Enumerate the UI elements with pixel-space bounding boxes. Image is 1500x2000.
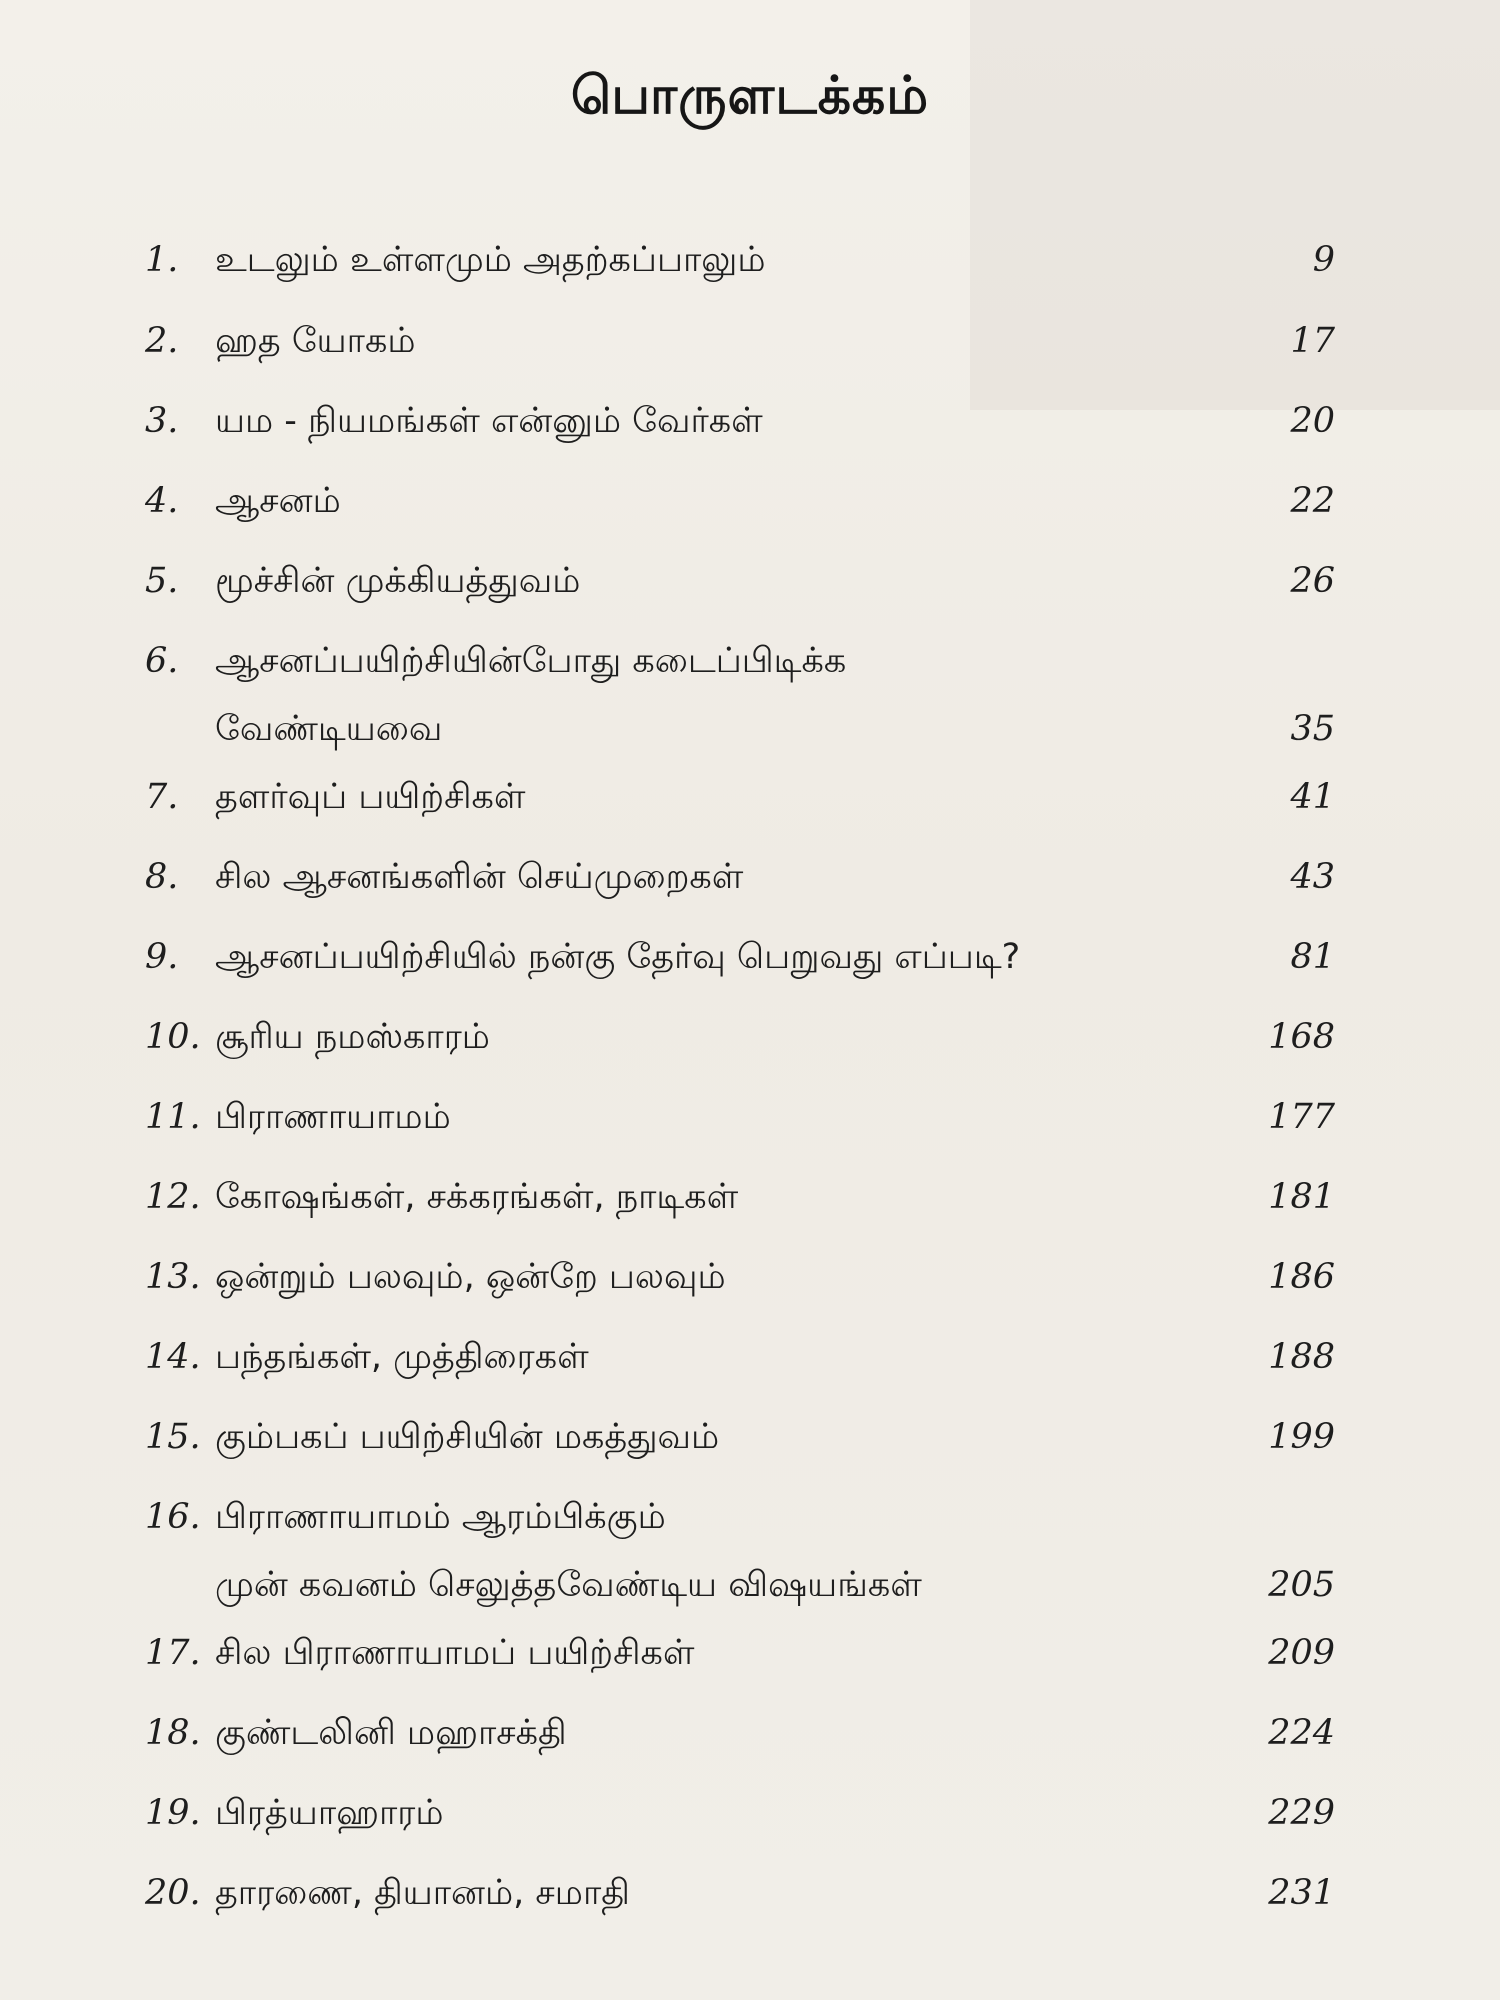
entry-number: 11. xyxy=(145,1097,201,1137)
entry-number: 12. xyxy=(145,1177,201,1217)
entry-title: கும்பகப் பயிற்சியின் மகத்துவம் xyxy=(215,1417,720,1457)
entry-page-number: 20 xyxy=(1290,401,1335,441)
entry-page-number: 9 xyxy=(1312,240,1335,280)
entry-title-continuation: வேண்டியவை xyxy=(215,709,443,749)
page-title: பொருளடக்கம் xyxy=(570,66,930,126)
entry-number: 19. xyxy=(145,1793,201,1833)
entry-page-number: 17 xyxy=(1290,321,1335,361)
entry-title: குண்டலினி மஹாசக்தி xyxy=(215,1713,567,1753)
entry-page-number: 205 xyxy=(1268,1565,1335,1605)
entry-title: ஆசனப்பயிற்சியில் நன்கு தேர்வு பெறுவது எப்படி? xyxy=(215,937,1021,977)
entry-number: 14. xyxy=(145,1337,201,1377)
entry-page-number: 22 xyxy=(1290,481,1335,521)
entry-number: 8. xyxy=(145,857,179,897)
entry-number: 15. xyxy=(145,1417,201,1457)
entry-page-number: 81 xyxy=(1290,937,1335,977)
entry-number: 3. xyxy=(145,401,179,441)
entry-page-number: 168 xyxy=(1268,1017,1335,1057)
entry-title: சில ஆசனங்களின் செய்முறைகள் xyxy=(215,857,744,897)
entry-page-number: 177 xyxy=(1268,1097,1335,1137)
entry-title: தளர்வுப் பயிற்சிகள் xyxy=(215,777,526,817)
entry-title: யம - நியமங்கள் என்னும் வேர்கள் xyxy=(215,401,763,441)
entry-page-number: 231 xyxy=(1268,1873,1335,1913)
entry-title: தாரணை, தியானம், சமாதி xyxy=(215,1873,630,1913)
entry-number: 1. xyxy=(145,240,179,280)
entry-page-number: 26 xyxy=(1290,561,1335,601)
entry-number: 13. xyxy=(145,1257,201,1297)
entry-page-number: 43 xyxy=(1290,857,1335,897)
entry-page-number: 41 xyxy=(1290,777,1335,817)
entry-title: பிராணாயாமம் xyxy=(215,1097,451,1137)
entry-title: ஒன்றும் பலவும், ஒன்றே பலவும் xyxy=(215,1257,726,1297)
entry-title: மூச்சின் முக்கியத்துவம் xyxy=(215,561,581,601)
entry-number: 10. xyxy=(145,1017,201,1057)
entry-page-number: 229 xyxy=(1268,1793,1335,1833)
entry-page-number: 188 xyxy=(1268,1337,1335,1377)
entry-number: 6. xyxy=(145,641,179,681)
entry-number: 16. xyxy=(145,1497,201,1537)
entry-title: கோஷங்கள், சக்கரங்கள், நாடிகள் xyxy=(215,1177,739,1217)
entry-number: 2. xyxy=(145,321,179,361)
entry-number: 5. xyxy=(145,561,179,601)
entry-number: 9. xyxy=(145,937,179,977)
entry-title-continuation: முன் கவனம் செலுத்தவேண்டிய விஷயங்கள் xyxy=(215,1565,922,1605)
entry-title: உடலும் உள்ளமும் அதற்கப்பாலும் xyxy=(215,240,766,280)
entry-number: 17. xyxy=(145,1633,201,1673)
entry-title: சில பிராணாயாமப் பயிற்சிகள் xyxy=(215,1633,695,1673)
entry-page-number: 199 xyxy=(1268,1417,1335,1457)
entry-title: சூரிய நமஸ்காரம் xyxy=(215,1017,490,1057)
entry-page-number: 35 xyxy=(1290,709,1335,749)
entry-title: பந்தங்கள், முத்திரைகள் xyxy=(215,1337,589,1377)
entry-title: ஆசனம் xyxy=(215,481,341,521)
entry-title: ஹத யோகம் xyxy=(215,321,416,361)
entry-number: 4. xyxy=(145,481,179,521)
entry-number: 7. xyxy=(145,777,179,817)
entry-title: ஆசனப்பயிற்சியின்போது கடைப்பிடிக்க xyxy=(215,641,847,681)
entry-title: பிராணாயாமம் ஆரம்பிக்கும் xyxy=(215,1497,666,1537)
entry-page-number: 181 xyxy=(1268,1177,1335,1217)
entry-number: 18. xyxy=(145,1713,201,1753)
entry-page-number: 209 xyxy=(1268,1633,1335,1673)
entry-page-number: 186 xyxy=(1268,1257,1335,1297)
entry-page-number: 224 xyxy=(1268,1713,1335,1753)
entry-title: பிரத்யாஹாரம் xyxy=(215,1793,444,1833)
entry-number: 20. xyxy=(145,1873,201,1913)
